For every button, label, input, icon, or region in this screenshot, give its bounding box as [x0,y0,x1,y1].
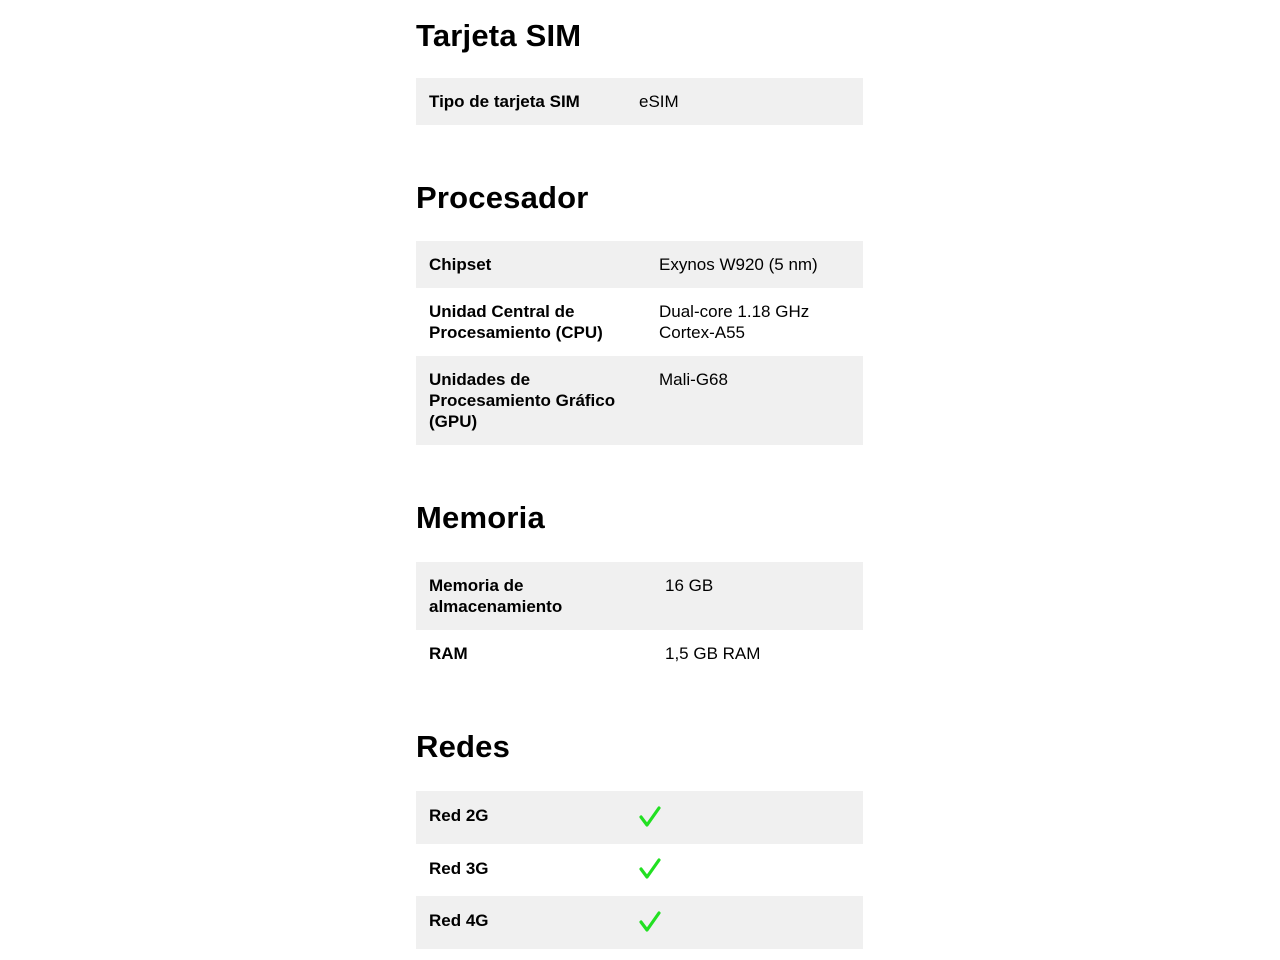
spec-table-processor [416,241,863,445]
check-icon [639,806,661,828]
section-title-processor: Procesador [416,180,589,215]
spec-value [626,844,863,897]
table-row [416,562,863,630]
spec-label: Memoria de almacenamiento [429,576,563,616]
table-row [416,630,863,677]
spec-table-networks [416,791,863,949]
spec-value: eSIM [639,92,679,111]
spec-label: Unidades de Procesamiento Gráfico (GPU) [429,370,616,431]
table-row [416,844,863,897]
table-row [416,241,863,288]
spec-content [416,0,863,949]
spec-label: Chipset [429,255,492,274]
spec-label: RAM [429,644,468,663]
spec-value [626,791,863,844]
table-row [416,78,863,125]
table-row [416,791,863,844]
spec-label: Tipo de tarjeta SIM [429,92,580,111]
table-row [416,356,863,445]
check-icon [639,911,661,933]
section-title-networks: Redes [416,729,511,764]
spec-value: Dual-core 1.18 GHz Cortex-A55 [659,302,810,342]
spec-label: Red 4G [429,911,489,931]
spec-value [626,896,863,949]
section-sim [416,0,863,125]
section-title-sim: Tarjeta SIM [416,18,582,53]
spec-table-sim [416,78,863,125]
table-row [416,288,863,356]
table-row [416,896,863,949]
section-title-memory: Memoria [416,500,545,535]
spec-value: Exynos W920 (5 nm) [659,255,818,274]
spec-label: Red 3G [429,858,489,878]
spec-value: 1,5 GB RAM [665,644,761,663]
spec-label: Unidad Central de Procesamiento (CPU) [429,302,603,342]
section-networks [416,729,863,949]
section-processor [416,180,863,445]
spec-label: Red 2G [429,806,489,825]
spec-value: Mali-G68 [659,370,728,389]
spec-table-memory [416,562,863,677]
section-memory [416,500,863,677]
check-icon [639,858,661,880]
spec-value: 16 GB [665,576,714,595]
